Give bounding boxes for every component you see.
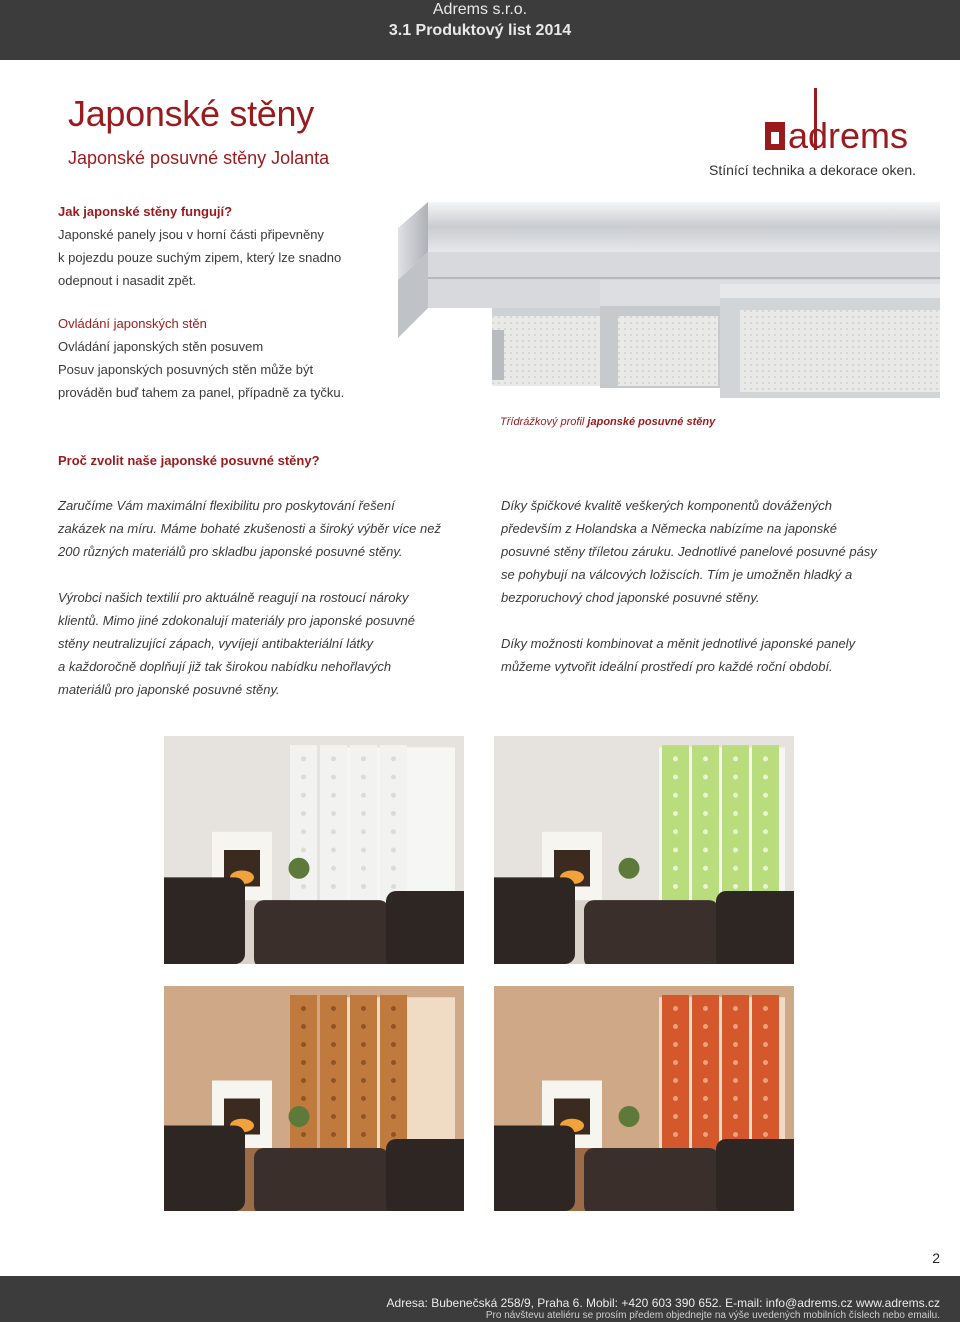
room-photo-white: [164, 736, 464, 964]
panel: [722, 995, 749, 1153]
panel: [752, 995, 779, 1153]
para-line: a každoročně doplňují již tak širokou nabídku nehořlavých: [58, 659, 392, 674]
company-name: Adrems s.r.o.: [432, 1, 528, 18]
paragraph: [501, 494, 921, 609]
panel: [380, 995, 407, 1153]
room-photo-orange: [494, 986, 794, 1211]
para-line: posuvné stěny tříletou záruku. Jednotlivé panelové posuvné pásy: [501, 544, 877, 559]
control-section: [58, 312, 344, 404]
how-heading: Jak japonské stěny fungují?: [58, 204, 233, 219]
para-line: Výrobci našich textilií pro aktuálně reagují na rostoucí nároky: [58, 590, 409, 605]
caption-bold: japonské posuvné stěny: [587, 416, 716, 428]
why-left-column: [58, 494, 478, 724]
para-line: klientů. Mimo jiné zdokonalují materiály pro japonské posuvné: [58, 613, 415, 628]
caption-prefix: Třídrážkový profil: [500, 416, 585, 428]
room-illustration: [494, 986, 794, 1211]
para-line: zakázek na míru. Máme bohaté zkušenosti a široký výběr více než: [58, 521, 441, 536]
page-number: 2: [932, 1250, 940, 1266]
document-title: 3.1 Produktový list 2014: [388, 22, 572, 39]
para-line: Díky špičkové kvalitě veškerých komponentů dovážených: [501, 498, 832, 513]
rail-profile-image: [388, 188, 940, 412]
image-caption: [500, 416, 715, 428]
panel: [692, 745, 719, 905]
how-line: Japonské panely jsou v horní části připevněny: [58, 227, 324, 242]
panel: [320, 995, 347, 1153]
control-subheading: Ovládání japonských stěn posuvem: [58, 339, 264, 354]
paragraph: [501, 632, 921, 678]
panel: [290, 995, 317, 1153]
para-line: Zaručíme Vám maximální flexibilitu pro poskytování řešení: [58, 498, 395, 513]
room-illustration: [494, 736, 794, 964]
how-line: k pojezdu pouze suchým zipem, který lze snadno: [58, 250, 342, 265]
page-subtitle: Japonské posuvné stěny Jolanta: [68, 148, 330, 168]
room-photo-brown: [164, 986, 464, 1211]
panel: [350, 995, 377, 1153]
paragraph: [58, 494, 478, 563]
control-heading: Ovládání japonských stěn: [58, 316, 207, 331]
room-photo-green: [494, 736, 794, 964]
para-line: bezporuchový chod japonské posuvné stěny.: [501, 590, 760, 605]
panel: [752, 745, 779, 905]
page-title: Japonské stěny: [68, 93, 314, 134]
footer-note: Pro návštevu ateliéru se prosím předem objednejte na výše uvedených mobilních číslech nebo emailu.: [485, 1310, 940, 1321]
panel: [320, 745, 347, 905]
panel: [722, 745, 749, 905]
brand-tagline: Stínící technika a dekorace oken.: [708, 162, 916, 178]
panel: [380, 745, 407, 905]
footer-address: Adresa: Bubenečská 258/9, Praha 6. Mobil: +420 603 390 652. E-mail: info@adrems.cz www.adrems.cz: [386, 1296, 940, 1310]
header-bar: [0, 0, 960, 60]
para-line: se pohybují na válcových ložiscích. Tím je umožněn hladký a: [501, 567, 853, 582]
footer-bar: [0, 1276, 960, 1322]
panel: [662, 745, 689, 905]
how-line: odepnout i nasadit zpět.: [58, 273, 197, 288]
para-line: 200 různých materiálů pro skladbu japonské posuvné stěny.: [58, 544, 403, 559]
para-line: můžeme vytvořit ideální prostředí pro každé roční období.: [501, 659, 833, 674]
paragraph: [58, 586, 478, 701]
panel: [350, 745, 377, 905]
how-section: [58, 200, 341, 292]
para-line: materiálů pro japonské posuvné stěny.: [58, 682, 280, 697]
panel: [692, 995, 719, 1153]
panel: [290, 745, 317, 905]
para-line: stěny neutralizující zápach, vyvíjejí antibakteriální látky: [58, 636, 374, 651]
why-heading: Proč zvolit naše japonské posuvné stěny?: [58, 453, 320, 468]
why-right-column: [501, 494, 921, 701]
control-line: Posuv japonských posuvných stěn může být: [58, 362, 314, 377]
room-illustration: [164, 736, 464, 964]
adrems-logo: [762, 86, 918, 152]
room-illustration: [164, 986, 464, 1211]
para-line: Díky možnosti kombinovat a měnit jednotlivé japonské panely: [501, 636, 856, 651]
logo-wordmark: adrems: [788, 115, 909, 152]
para-line: především z Holandska a Německa nabízíme na japonské: [501, 521, 838, 536]
panel: [662, 995, 689, 1153]
control-line: prováděn buď tahem za panel, případně za tyčku.: [58, 385, 345, 400]
